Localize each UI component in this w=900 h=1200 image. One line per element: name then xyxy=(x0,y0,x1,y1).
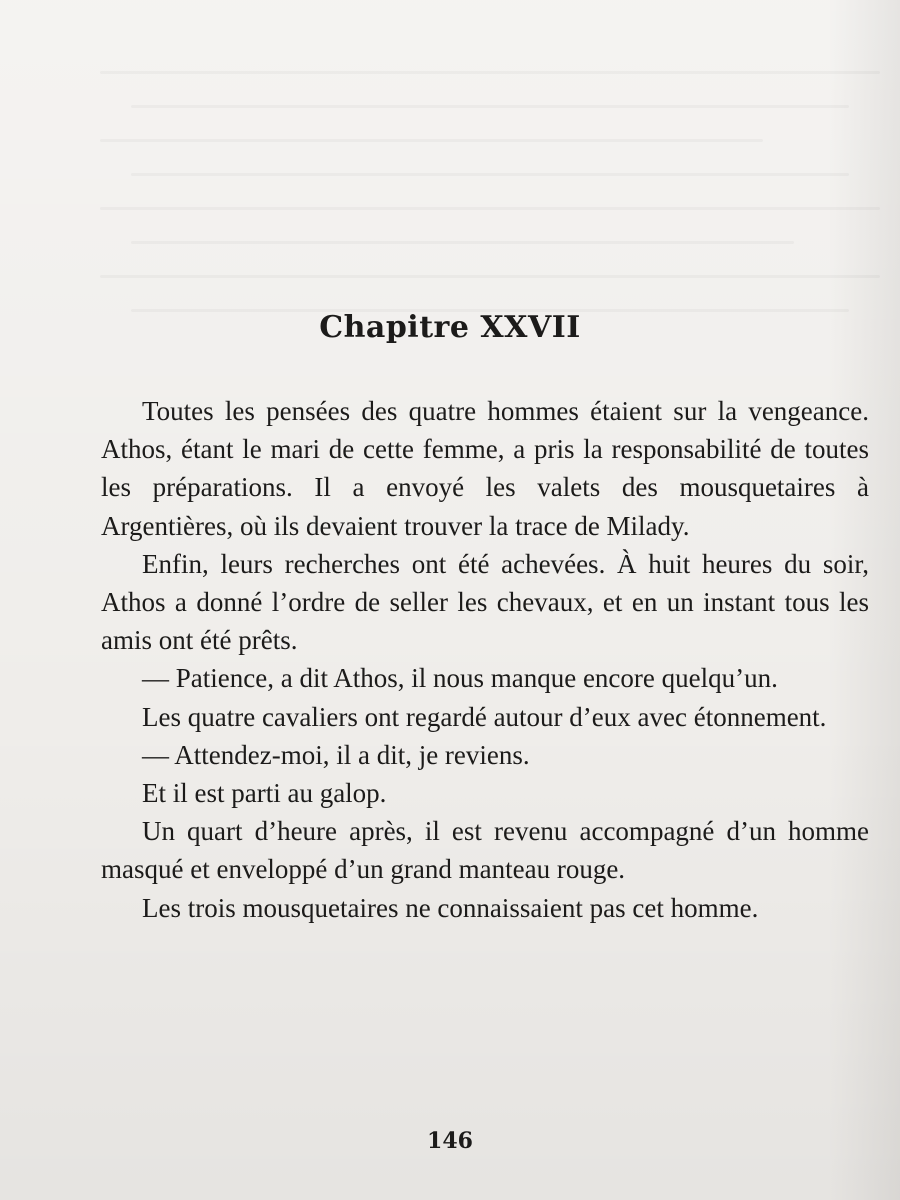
show-through-line xyxy=(100,207,880,210)
paragraph: Les trois mousquetaires ne connaissaient pas cet homme. xyxy=(142,892,759,923)
show-through-text xyxy=(100,40,880,330)
paragraph: Un quart d’heure après, il est revenu accompagné d’un homme masqué et enveloppé d’un grand manteau rouge. xyxy=(101,816,869,885)
show-through-line xyxy=(131,241,794,244)
paragraph: Enfin, leurs recherches ont été achevées. À huit heures du soir, Athos a donné l’ordre de seller les chevaux, et en un instant tous les amis ont été prêts. xyxy=(101,548,869,656)
paragraph: — Patience, a dit Athos, il nous manque encore quelqu’un. xyxy=(142,663,778,694)
paragraph: — Attendez-moi, il a dit, je reviens. xyxy=(142,739,530,770)
page-number: 146 xyxy=(427,1128,473,1154)
chapter-body xyxy=(101,392,869,927)
show-through-line xyxy=(131,105,849,108)
paragraph: Et il est parti au galop. xyxy=(142,778,387,809)
show-through-line xyxy=(100,275,880,278)
chapter-title: Chapitre XXVII xyxy=(319,310,581,345)
paragraph: Les quatre cavaliers ont regardé autour d’eux avec étonnement. xyxy=(142,701,827,732)
show-through-line xyxy=(100,139,763,142)
paragraph: Toutes les pensées des quatre hommes étaient sur la vengeance. Athos, étant le mari de cette femme, a pris la responsabilité de toutes les préparations. Il a envoyé les valets des mousquetaires à Argentières, où ils devaient trouver la trace de Milady. xyxy=(101,396,869,541)
show-through-line xyxy=(100,71,880,74)
show-through-line xyxy=(131,173,849,176)
